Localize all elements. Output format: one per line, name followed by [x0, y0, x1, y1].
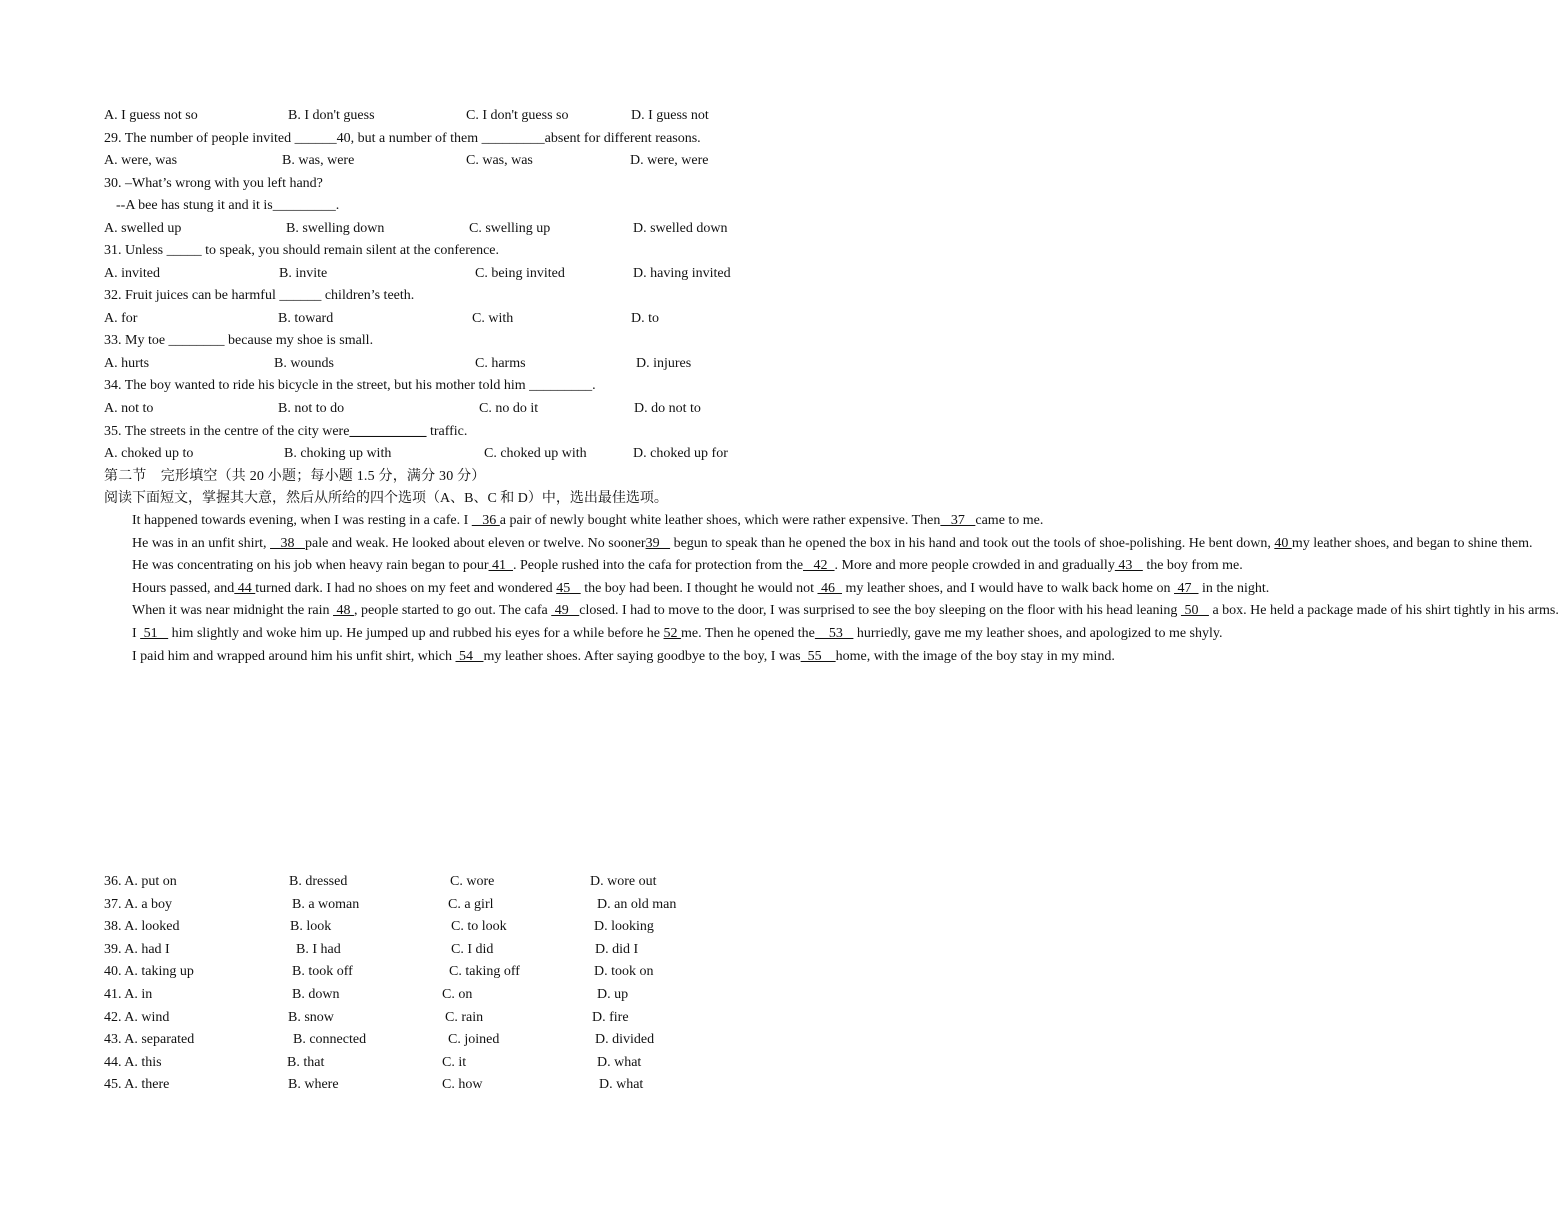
answer-row-40: [104, 961, 782, 983]
option-b: B. down: [292, 987, 340, 1002]
option-c: C. to look: [451, 919, 507, 935]
passage-text: When it was near midnight the rain: [132, 603, 333, 619]
answer-row-38: [104, 916, 782, 938]
passage-text: , people started to go out. The cafa: [354, 603, 552, 619]
option-row-35: [104, 443, 782, 465]
option-d: D. what: [599, 1077, 644, 1093]
answer-blank: ___________: [349, 424, 427, 439]
cloze-passage: [104, 510, 1559, 668]
answer-blank: 36: [471, 513, 500, 528]
option-b: B. toward: [278, 311, 334, 326]
option-c: C. choked up with: [484, 446, 587, 461]
answer-blank: 51: [140, 625, 169, 641]
section-instruction: 阅读下面短文，掌握其大意，然后从所给的四个选项（A、B、C 和 D）中，选出最佳选项。: [104, 491, 668, 506]
option-c: C. I did: [451, 941, 494, 957]
answer-row-37: [104, 894, 782, 916]
answer-blank: 44: [234, 580, 256, 596]
option-b: B. swelling down: [286, 221, 385, 236]
option-row-31: [104, 263, 782, 285]
option-d: D. looking: [594, 919, 654, 935]
option-a: 36. A. put on: [104, 874, 177, 889]
option-b: B. took off: [292, 964, 353, 980]
option-c: C. with: [472, 311, 514, 326]
option-a: 39. A. had I: [104, 941, 170, 957]
answer-row-36: [104, 871, 782, 893]
question-30-reply: --A bee has stung it and it is_________.: [116, 198, 340, 213]
passage-text: It happened towards evening, when I was resting in a cafe. I: [132, 513, 472, 528]
answer-blank: 41: [488, 558, 514, 574]
passage-text: Hours passed, and: [132, 580, 235, 596]
option-a: A. for: [104, 311, 138, 326]
section-title: 第二节 完形填空（共 20 小题；每小题 1.5 分，满分 30 分）: [104, 469, 486, 484]
option-d: D. swelled down: [633, 221, 728, 236]
option-d: D. having invited: [633, 266, 731, 281]
option-a: A. invited: [104, 266, 160, 281]
option-c: C. no do it: [479, 401, 539, 416]
answer-blank: 46: [817, 580, 842, 596]
answer-blank: 40: [1274, 535, 1292, 551]
answer-blank: 50: [1180, 603, 1209, 619]
answer-blank: 45: [556, 580, 581, 596]
passage-text: begun to speak than he opened the box in his hand and took out the tools of shoe-polishing. He bent down,: [670, 535, 1275, 551]
option-a: A. swelled up: [104, 221, 182, 236]
answer-blank: 37: [940, 513, 976, 528]
passage-text: in the night.: [1198, 580, 1270, 596]
option-d: D. did I: [595, 941, 639, 957]
passage-paragraph: [104, 510, 1044, 533]
passage-text: came to me.: [975, 513, 1044, 528]
question-29-stem: 29. The number of people invited ______40, but a number of them _________absent for different reasons.: [104, 131, 701, 146]
option-c: C. on: [442, 987, 473, 1002]
option-a: A. I guess not so: [104, 108, 198, 123]
option-row-28: [104, 105, 782, 127]
option-d: D. up: [597, 987, 629, 1002]
option-b: B. a woman: [292, 896, 360, 912]
passage-text: . People rushed into the cafa for protection from the: [513, 558, 804, 574]
option-a: 38. A. looked: [104, 919, 180, 935]
option-c: C. harms: [475, 356, 526, 371]
answer-row-39: [104, 939, 782, 961]
option-b: B. look: [290, 919, 332, 935]
option-c: C. a girl: [448, 896, 494, 912]
option-b: B. dressed: [289, 874, 348, 889]
option-a: 41. A. in: [104, 987, 153, 1002]
passage-text: my leather shoes, and I would have to walk back home on: [841, 580, 1175, 596]
answer-blank: 55: [800, 648, 836, 664]
passage-text: turned dark. I had no shoes on my feet and wondered: [255, 580, 557, 596]
answer-blank: 47: [1174, 580, 1199, 596]
passage-text: me. Then he opened the: [681, 625, 815, 641]
option-b: B. connected: [293, 1032, 367, 1048]
passage-text: He was in an unfit shirt,: [132, 535, 271, 551]
option-a: A. not to: [104, 401, 154, 416]
passage-text: my leather shoes, and began to shine them.: [1291, 535, 1533, 551]
option-b: B. I had: [296, 941, 341, 957]
answer-blank: 38: [270, 535, 306, 551]
passage-paragraph: [104, 533, 1533, 556]
option-b: B. that: [287, 1054, 325, 1070]
option-c: C. joined: [448, 1032, 500, 1048]
passage-text: hurriedly, gave me my leather shoes, and apologized to me shyly.: [853, 625, 1223, 641]
passage-text: He was concentrating on his job when heavy rain began to pour: [132, 558, 489, 574]
passage-text: I paid him and wrapped around him his unfit shirt, which: [132, 648, 456, 664]
option-c: C. was, was: [466, 153, 533, 168]
passage-text: . More and more people crowded in and gradually: [834, 558, 1115, 574]
option-row-32: [104, 308, 782, 330]
option-d: D. injures: [636, 356, 692, 371]
passage-paragraph: [104, 646, 1115, 669]
option-c: C. wore: [450, 874, 495, 889]
answer-blank: 39: [645, 535, 671, 551]
answer-blank: 49: [551, 603, 580, 619]
question-33-stem: 33. My toe ________ because my shoe is small.: [104, 333, 374, 348]
option-c: C. how: [442, 1077, 483, 1093]
option-b: B. wounds: [274, 356, 334, 371]
passage-text: the boy had been. I thought he would not: [580, 580, 818, 596]
question-30-stem: 30. –What’s wrong with you left hand?: [104, 176, 323, 191]
answer-row-45: [104, 1074, 782, 1096]
answer-blank: 53: [814, 625, 854, 641]
answer-blank: 43: [1114, 558, 1143, 574]
answer-row-43: [104, 1029, 782, 1051]
option-a: 42. A. wind: [104, 1009, 170, 1025]
option-a: A. were, was: [104, 153, 178, 168]
option-d: D. to: [631, 311, 659, 326]
question-35-stem: 35. The streets in the centre of the city were___________ traffic.: [104, 424, 468, 439]
option-a: A. choked up to: [104, 446, 194, 461]
option-d: D. choked up for: [633, 446, 728, 461]
question-32-stem: 32. Fruit juices can be harmful ______ children’s teeth.: [104, 288, 415, 303]
option-c: C. I don't guess so: [466, 108, 569, 123]
option-a: A. hurts: [104, 356, 150, 371]
option-d: D. were, were: [630, 153, 709, 168]
option-d: D. divided: [595, 1032, 655, 1048]
passage-text: home, with the image of the boy stay in my mind.: [835, 648, 1115, 664]
option-b: B. snow: [288, 1009, 334, 1025]
option-c: C. it: [442, 1054, 467, 1070]
option-b: B. where: [288, 1077, 339, 1093]
passage-text: him slightly and woke him up. He jumped up and rubbed his eyes for a while before he: [168, 625, 664, 641]
passage-paragraph: [104, 578, 1270, 601]
option-row-30: [104, 218, 782, 240]
question-31-stem: 31. Unless _____ to speak, you should remain silent at the conference.: [104, 243, 500, 258]
answer-blank: 48: [333, 603, 354, 619]
answer-blank: 42: [803, 558, 835, 574]
option-d: D. what: [597, 1054, 642, 1070]
option-b: B. invite: [279, 266, 328, 281]
passage-paragraph: [104, 623, 1223, 646]
option-b: B. was, were: [282, 153, 355, 168]
passage-text: pale and weak. He looked about eleven or twelve. No sooner: [305, 535, 646, 551]
option-b: B. not to do: [278, 401, 345, 416]
answer-row-44: [104, 1052, 782, 1074]
passage-text: a box. He held a package made of his shirt tightly in his arms.: [1208, 603, 1559, 619]
passage-text: closed. I had to move to the door, I was surprised to see the boy sleeping on the floor with his head leaning: [579, 603, 1181, 619]
option-a: 43. A. separated: [104, 1032, 195, 1048]
passage-text: a pair of newly bought white leather shoes, which were rather expensive. Then: [499, 513, 941, 528]
passage-paragraph: [104, 555, 1243, 578]
option-row-29: [104, 150, 782, 172]
option-a: 37. A. a boy: [104, 896, 173, 912]
answer-row-42: [104, 1007, 782, 1029]
option-a: 45. A. there: [104, 1077, 170, 1093]
option-d: D. fire: [592, 1009, 629, 1025]
option-b: B. choking up with: [284, 446, 392, 461]
option-d: D. an old man: [597, 896, 677, 912]
option-c: C. being invited: [475, 266, 565, 281]
option-d: D. I guess not: [631, 108, 709, 123]
passage-text: my leather shoes. After saying goodbye to the boy, I was: [483, 648, 801, 664]
option-c: C. rain: [445, 1009, 484, 1025]
option-c: C. taking off: [449, 964, 520, 980]
option-a: 44. A. this: [104, 1054, 162, 1070]
passage-text: I: [132, 625, 141, 641]
passage-paragraph: [104, 600, 1559, 623]
question-34-stem: 34. The boy wanted to ride his bicycle in the street, but his mother told him _________.: [104, 378, 596, 393]
option-c: C. swelling up: [469, 221, 551, 236]
answer-row-41: [104, 984, 782, 1006]
option-row-34: [104, 398, 782, 420]
option-a: 40. A. taking up: [104, 964, 194, 980]
passage-text: the boy from me.: [1142, 558, 1243, 574]
option-d: D. took on: [594, 964, 654, 980]
answer-blank: 54: [455, 648, 484, 664]
option-d: D. wore out: [590, 874, 657, 889]
option-b: B. I don't guess: [288, 108, 375, 123]
option-d: D. do not to: [634, 401, 701, 416]
option-row-33: [104, 353, 782, 375]
answer-blank: 52: [663, 625, 682, 641]
